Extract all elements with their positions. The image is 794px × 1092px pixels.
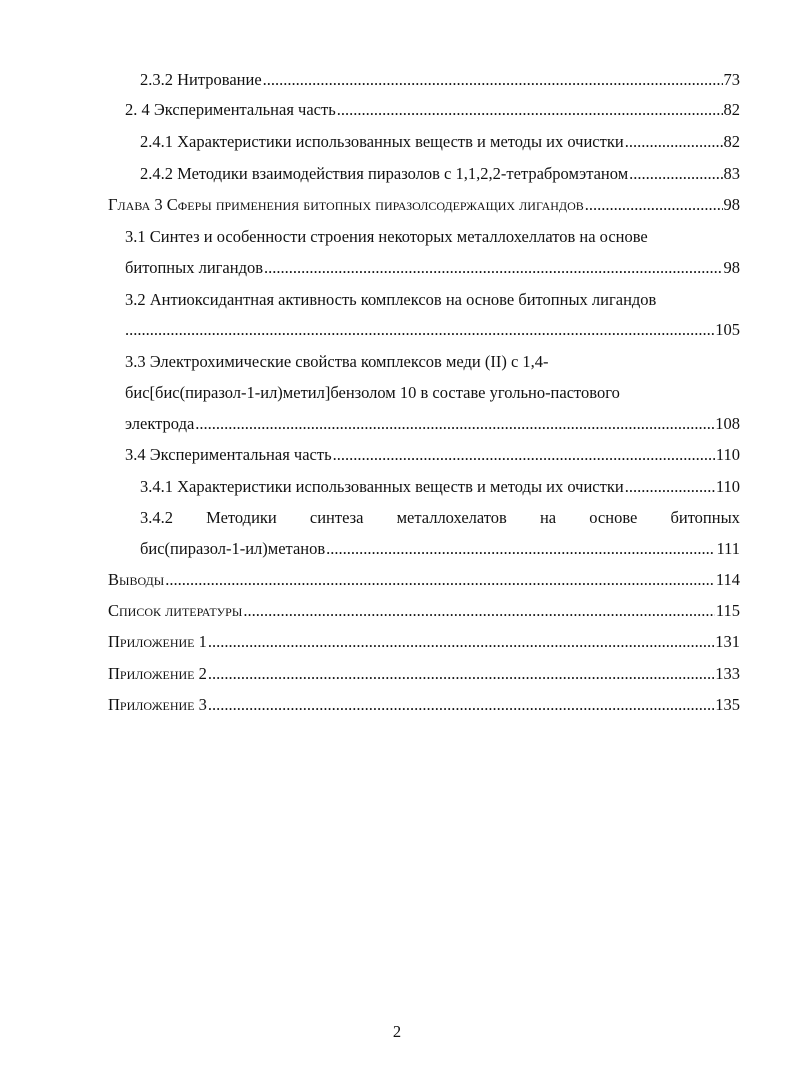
toc-chapter-entry (108, 195, 740, 215)
toc-entry-word: 3.4.2 (140, 508, 173, 527)
toc-entry-title: бис[бис(пиразол-1-ил)метил]бензолом 10 в составе угольно-пастового (125, 383, 620, 402)
toc-entry-word: металлохелатов (396, 508, 507, 527)
toc-entry-word: синтеза (309, 508, 364, 527)
toc-entry (125, 100, 740, 120)
toc-entry-page: 73 (723, 70, 740, 89)
toc-entry-word: основе (589, 508, 638, 527)
toc-entry-title: Глава 3 Сферы применения битопных пиразолсодержащих лигандов (108, 195, 584, 214)
toc-entry-title: Выводы (108, 570, 165, 589)
toc-entry-line1 (125, 352, 740, 372)
dot-leader (208, 664, 714, 684)
toc-entry-title: Список литературы (108, 601, 243, 620)
dot-leader (337, 100, 723, 120)
dot-leader (326, 539, 715, 559)
dot-leader (165, 570, 715, 590)
dot-leader (125, 320, 714, 340)
page-number: 2 (392, 1022, 402, 1041)
toc-entry-page: 110 (715, 445, 740, 464)
toc-entry-title: электрода (125, 414, 195, 433)
toc-entry (125, 258, 740, 278)
toc-entry-line1 (125, 290, 740, 310)
dot-leader (629, 164, 722, 184)
toc-entry-title: бис(пиразол-1-ил)метанов (140, 539, 326, 558)
toc-entry (140, 132, 740, 152)
dot-leader (208, 695, 714, 715)
toc-entry-page: 83 (723, 164, 740, 183)
dot-leader (195, 414, 714, 434)
toc-chapter-entry (108, 632, 740, 652)
toc-entry-title: 2.4.2 Методики взаимодействия пиразолов с 1,1,2,2-тетрабромэтаном (140, 164, 629, 183)
toc-chapter-entry (108, 601, 740, 621)
dot-leader (333, 445, 715, 465)
toc-entry-page: 82 (723, 100, 740, 119)
dot-leader (264, 258, 722, 278)
toc-entry-word: на (539, 508, 557, 527)
toc-entry-page: 131 (715, 632, 740, 651)
toc-entry-title: 3.4 Экспериментальная часть (125, 445, 332, 464)
toc-entry-page: 98 (723, 195, 740, 214)
toc-entry-page: 82 (723, 132, 740, 151)
toc-entry-title: 3.1 Синтез и особенности строения некоторых металлохеллатов на основе (125, 227, 648, 246)
dot-leader (263, 70, 723, 90)
toc-entry (125, 320, 740, 340)
toc-entry-title: Приложение 2 (108, 664, 207, 683)
toc-entry-page: 98 (723, 258, 740, 277)
dot-leader (585, 195, 723, 215)
toc-entry-page: 108 (715, 414, 740, 433)
toc-entry-title: 3.2 Антиоксидантная активность комплексов на основе битопных лигандов (125, 290, 657, 309)
toc-entry-line1 (125, 227, 740, 247)
toc-entry-page: 105 (715, 320, 740, 339)
dot-leader (625, 132, 723, 152)
toc-entry-page: 114 (715, 570, 740, 589)
toc-entry (140, 70, 740, 90)
toc-entry-line1 (140, 508, 740, 528)
toc-entry-page: 110 (715, 477, 740, 496)
toc-entry-title: 3.4.1 Характеристики использованных веществ и методы их очистки (140, 477, 624, 496)
dot-leader (208, 632, 714, 652)
toc-entry (140, 539, 740, 559)
toc-entry-title: 2. 4 Экспериментальная часть (125, 100, 336, 119)
toc-chapter-entry (108, 695, 740, 715)
toc-entry (125, 414, 740, 434)
toc-entry-title: 2.3.2 Нитрование (140, 70, 262, 89)
toc-entry-page: 135 (715, 695, 740, 714)
toc-entry-word: битопных (670, 508, 740, 527)
toc-entry (125, 445, 740, 465)
toc-chapter-entry (108, 664, 740, 684)
toc-entry-line2 (125, 383, 740, 403)
toc-entry-page: 111 (716, 539, 740, 558)
toc-entry-title: 2.4.1 Характеристики использованных веществ и методы их очистки (140, 132, 624, 151)
dot-leader (625, 477, 715, 497)
toc-entry-page: 133 (715, 664, 740, 683)
toc-entry (140, 477, 740, 497)
toc-entry-title: битопных лигандов (125, 258, 264, 277)
toc-entry-title: Приложение 1 (108, 632, 207, 651)
dot-leader (243, 601, 715, 621)
toc-entry-page: 115 (715, 601, 740, 620)
toc-entry (140, 164, 740, 184)
toc-entry-title: Приложение 3 (108, 695, 207, 714)
toc-entry-word: Методики (206, 508, 277, 527)
toc-chapter-entry (108, 570, 740, 590)
toc-entry-title: 3.3 Электрохимические свойства комплексов меди (II) с 1,4- (125, 352, 549, 371)
